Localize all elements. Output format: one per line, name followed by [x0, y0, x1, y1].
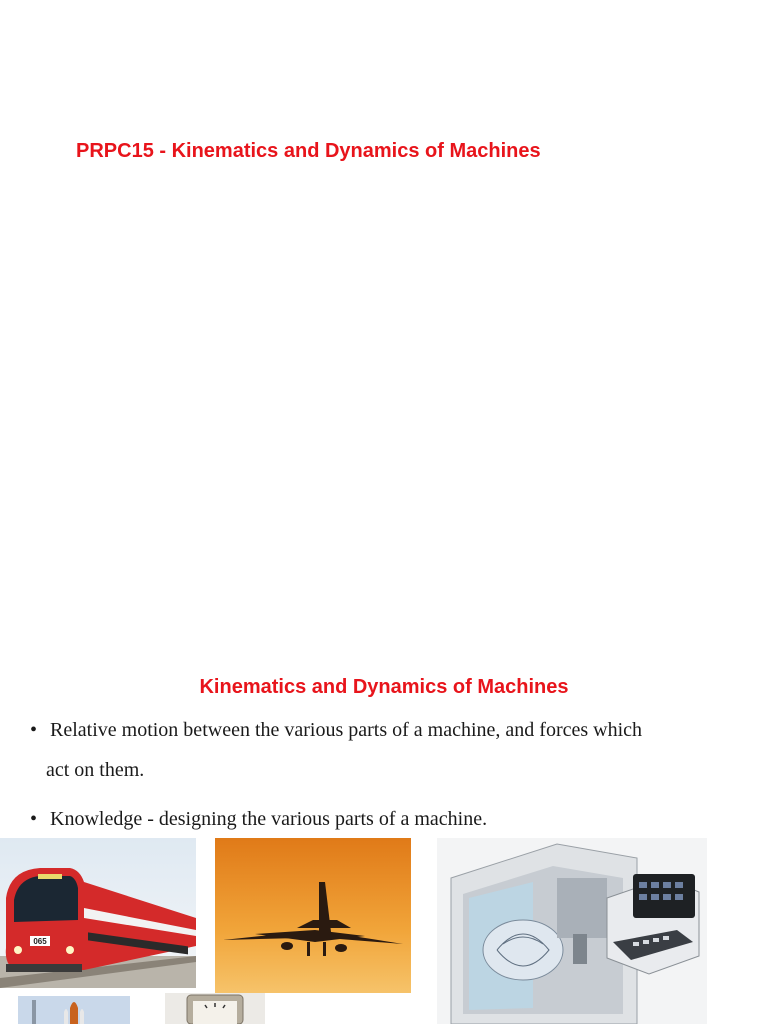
cnc-machine-image — [437, 838, 707, 1024]
bullet-text-line1: Relative motion between the various parts of a machine, and forces which — [50, 719, 643, 741]
bullet-text: Knowledge - designing the various parts of a machine. — [50, 808, 488, 830]
bullet-marker: • — [30, 719, 38, 741]
bullet-knowledge — [30, 799, 730, 839]
slide-title: PRPC15 - Kinematics and Dynamics of Machines — [76, 140, 541, 162]
train-image — [0, 838, 196, 988]
clock-image — [165, 993, 265, 1024]
airplane-image — [215, 838, 411, 993]
bullet-text-line2: act on them. — [46, 759, 145, 781]
section-heading: Kinematics and Dynamics of Machines — [199, 676, 569, 698]
train-number-label: 065 — [33, 937, 47, 946]
rocket-image — [18, 996, 130, 1024]
bullet-relative-motion — [30, 710, 730, 790]
bullet-marker: • — [30, 808, 38, 830]
